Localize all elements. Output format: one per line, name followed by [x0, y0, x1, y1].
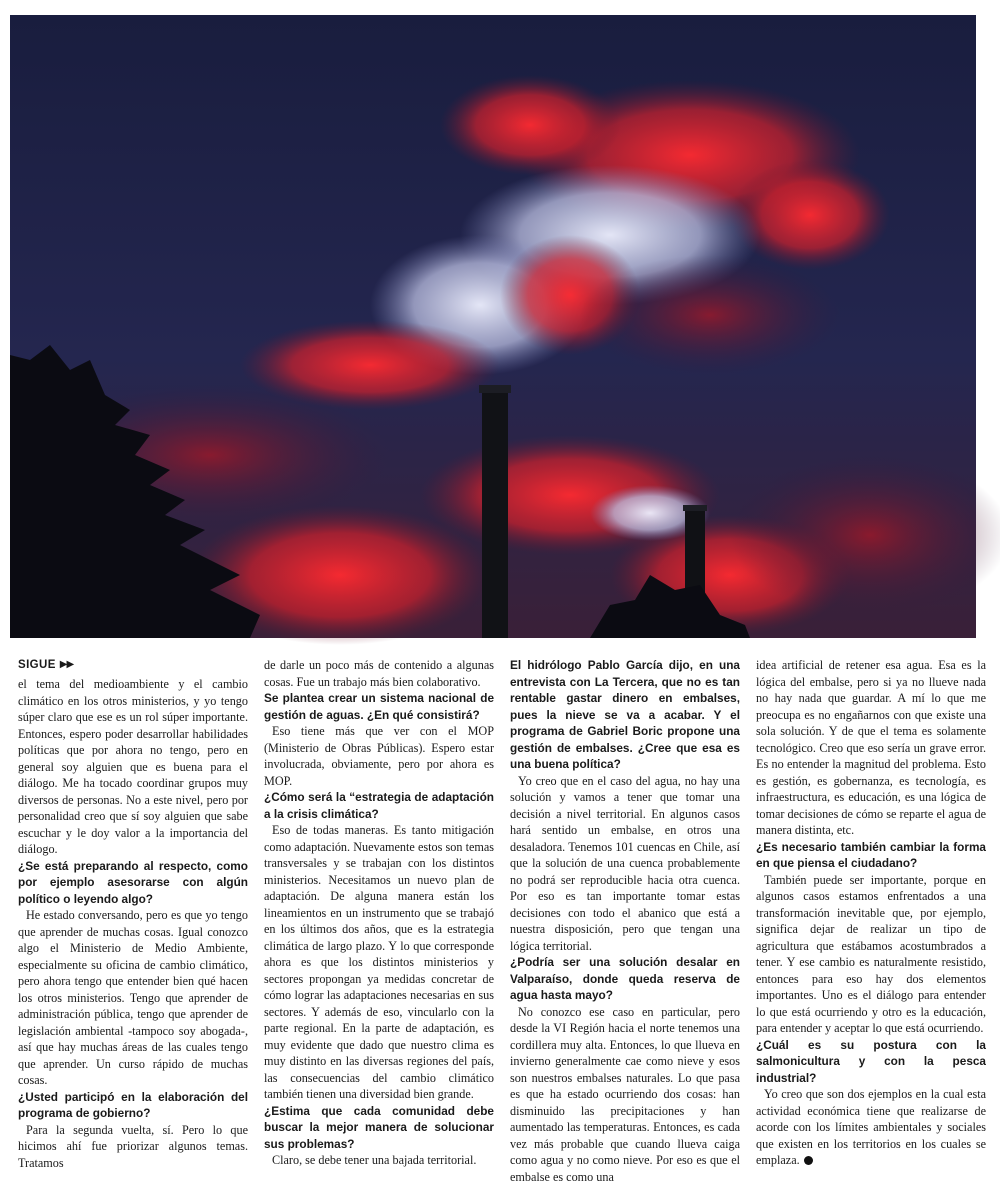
interview-answer — [756, 1086, 986, 1169]
interview-answer: He estado conversando, pero es que yo tengo que aprender de muchas cosas. Igual conozco algo el Ministerio de Medio Ambiente, especialmente su oficina de cambio climático, pero ahora tengo que entender bien qué hacen los otros ministerios. Tengo que aprender de administración pública, tengo que aprender de legislación ambiental -tampoco soy abogada-, así que hay muchas áreas de las cuales tengo que aprender. Un curso rápido de muchas cosas. — [18, 907, 248, 1089]
interview-answer: Eso de todas maneras. Es tanto mitigación como adaptación. Nuevamente estos son temas transversales y se trabajan con los distintos ministerios. Necesitamos un nuevo plan de adaptación. De alguna manera están los lineamientos en un instrumento que se trabajó en los últimos dos años, que es la estrategia climática de largo plazo. Y lo que corresponde ahora es que los distintos ministerios y sectores propongan ya medidas concretar de cómo lograr las adaptaciones necesarias en sus sectores. Y además de eso, vincularlo con la parte regional. En la parte de adaptación, es muy evidente que dado que nuestro clima es muy distinto en las diversas regiones del país, las consecuencias del cambio climático también tienen una diversidad bien grande. — [264, 822, 494, 1103]
sigue-label: SIGUE — [18, 657, 56, 673]
continued-marker — [18, 657, 248, 673]
paragraph: el tema del medioambiente y el cambio climático en los otros ministerios, y yo tengo súper claro que ese es un rol súper importante. Entonces, espero poder desarrollar habilidades políticas que por ahora no tengo, pero en general soy alguien que es buena para el diálogo. Me ha tocado coordinar grupos muy diversos de personas. No a este nivel, pero por personalidad creo que sí soy alguien que sabe escuchar y le doy valor a la importancia del diálogo. — [18, 676, 248, 858]
interview-question: El hidrólogo Pablo García dijo, en una entrevista con La Tercera, que no es tan rentable gastar dinero en embalses, pues la nieve se va a acabar. Y el programa de Gabriel Boric propone una gestión de embalses. ¿Cree que esa es una buena política? — [510, 657, 740, 773]
interview-question: ¿Es necesario también cambiar la forma en que piensa el ciudadano? — [756, 839, 986, 872]
interview-answer: Claro, se debe tener una bajada territorial. — [264, 1152, 494, 1169]
article-photo — [10, 15, 976, 638]
column-4 — [756, 657, 986, 1185]
column-2 — [264, 657, 494, 1185]
interview-answer: Eso tiene más que ver con el MOP (Ministerio de Obras Públicas). Espero estar involucrada, obviamente, pero por ahora es MOP. — [264, 723, 494, 789]
paragraph: de darle un poco más de contenido a algunas cosas. Fue un trabajo más bien colaborativo. — [264, 657, 494, 690]
article-body — [18, 657, 988, 1162]
interview-question: ¿Se está preparando al respecto, como por ejemplo asesorarse con algún político o leyendo algo? — [18, 858, 248, 908]
interview-answer: Yo creo que en el caso del agua, no hay una solución y vamos a tener que tomar una decisión a nivel territorial. En algunos casos hará sentido un embalse, en otros una desaladora. Tenemos 101 cuencas en Chile, así que la solución de una cuenca probablemente no podrá ser reproducible hacia otra cuenca. Por eso es tan importante tomar estas decisiones con todo el abanico que está a nuestra disposición, pero que tengan una lógica territorial. — [510, 773, 740, 955]
interview-question: ¿Usted participó en la elaboración del programa de gobierno? — [18, 1089, 248, 1122]
interview-question: Se plantea crear un sistema nacional de gestión de aguas. ¿En qué consistirá? — [264, 690, 494, 723]
column-3 — [510, 657, 740, 1185]
smokestacks-image — [10, 15, 976, 638]
column-1 — [18, 657, 248, 1185]
interview-answer: No conozco ese caso en particular, pero desde la VI Región hacia el norte tenemos una cordillera muy alta. Entonces, lo que llueva en invierno generalmente cae como nieve y esos son nuestros embalses naturales. Lo que pasa es que ha estado ocurriendo dos cosas: han disminuido las precipitaciones y han aumentado las temperaturas. Entonces, es cada vez más probable que cuando llueva caiga como agua y no como nieve. Por eso es que el embalse es como una — [510, 1004, 740, 1185]
interview-answer: También puede ser importante, porque en algunos casos estamos enfrentados a una transformación inevitable que, por ejemplo, significa dejar de realizar un tipo de agricultura que estábamos acostumbrados a tener. Y ese cambio es naturalmente resistido, entonces para eso hay dos elementos importantes. Uno es el diálogo para entender lo que está ocurriendo y otro es la educación, para entender y aceptar lo que está ocurriendo. — [756, 872, 986, 1037]
interview-question: ¿Cómo será la “estrategia de adaptación a la crisis climática? — [264, 789, 494, 822]
interview-question: ¿Podría ser una solución desalar en Valparaíso, donde queda reserva de agua hasta mayo? — [510, 954, 740, 1004]
interview-question: ¿Estima que cada comunidad debe buscar la mejor manera de solucionar sus problemas? — [264, 1103, 494, 1153]
interview-question: ¿Cuál es su postura con la salmonicultura y con la pesca industrial? — [756, 1037, 986, 1087]
final-answer-text: Yo creo que son dos ejemplos en la cual esta actividad económica tiene que realizarse de acorde con los límites ambientales y sociales que existen en los territorios en los cuales se emplaza. — [756, 1087, 986, 1167]
double-arrow-icon: ▶▶ — [60, 657, 73, 673]
end-of-article-icon — [804, 1156, 813, 1165]
interview-answer: Para la segunda vuelta, sí. Pero lo que hicimos ahí fue priorizar algunos temas. Tratamos — [18, 1122, 248, 1172]
paragraph: idea artificial de retener esa agua. Esa es la lógica del embalse, pero si ya no llueve nada no hay nada que guardar. A mí lo que me preocupa es no engañarnos con que existe una sola solución. Y de que el tema es solamente tecnológico. Creo que eso sería un grave error. Es no entender la magnitud del problema. Esto es gestión, es gobernanza, es tecnología, es infraestructura, es educación, es una lógica de tomar decisiones de cómo se reparte el agua de manera distinta, etc. — [756, 657, 986, 839]
